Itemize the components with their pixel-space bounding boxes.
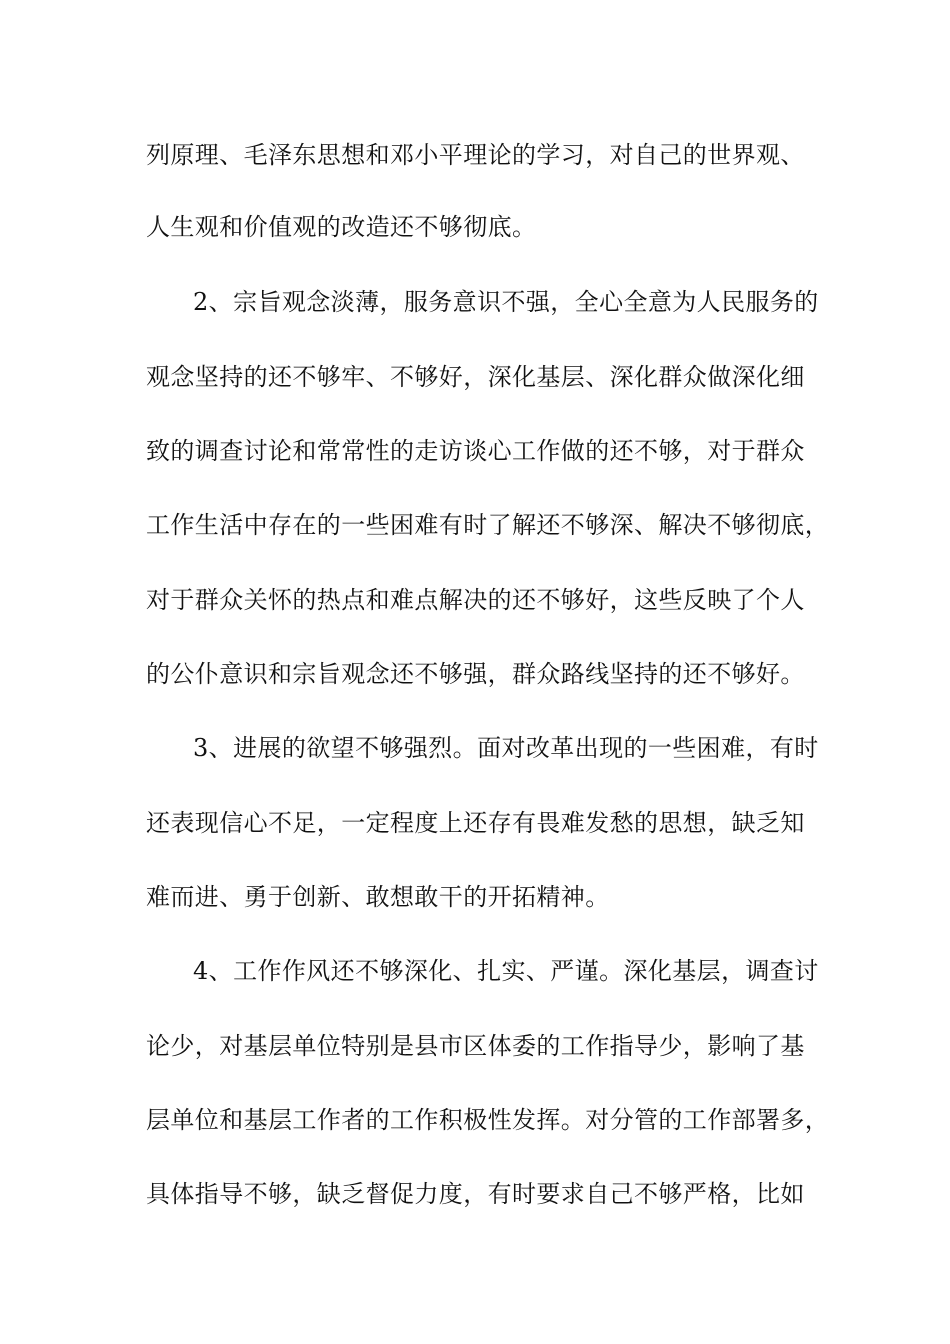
text-line: 层单位和基层工作者的工作积极性发挥。对分管的工作部署多， bbox=[146, 1106, 830, 1134]
paragraph-start-line: 3、进展的欲望不够强烈。面对改革出现的一些困难，有时 bbox=[193, 734, 819, 762]
paragraph-start-line: 4、工作作风还不够深化、扎实、严谨。深化基层，调查讨 bbox=[193, 957, 819, 985]
text-line: 观念坚持的还不够牢、不够好，深化基层、深化群众做深化细 bbox=[146, 363, 805, 391]
text-line: 列原理、毛泽东思想和邓小平理论的学习，对自己的世界观、 bbox=[146, 141, 805, 169]
paragraph-start-line: 2、宗旨观念淡薄，服务意识不强，全心全意为人民服务的 bbox=[193, 288, 819, 316]
text-line: 还表现信心不足，一定程度上还存有畏难发愁的思想，缺乏知 bbox=[146, 809, 805, 837]
text-line: 论少，对基层单位特别是县市区体委的工作指导少，影响了基 bbox=[146, 1032, 805, 1060]
text-line: 对于群众关怀的热点和难点解决的还不够好，这些反映了个人 bbox=[146, 586, 805, 614]
text-line: 人生观和价值观的改造还不够彻底。 bbox=[146, 213, 537, 241]
text-line: 的公仆意识和宗旨观念还不够强，群众路线坚持的还不够好。 bbox=[146, 660, 805, 688]
text-line: 难而进、勇于创新、敢想敢干的开拓精神。 bbox=[146, 883, 610, 911]
text-line: 致的调查讨论和常常性的走访谈心工作做的还不够，对于群众 bbox=[146, 437, 805, 465]
text-line: 具体指导不够，缺乏督促力度，有时要求自己不够严格，比如 bbox=[146, 1180, 805, 1208]
text-line: 工作生活中存在的一些困难有时了解还不够深、解决不够彻底， bbox=[146, 511, 830, 539]
